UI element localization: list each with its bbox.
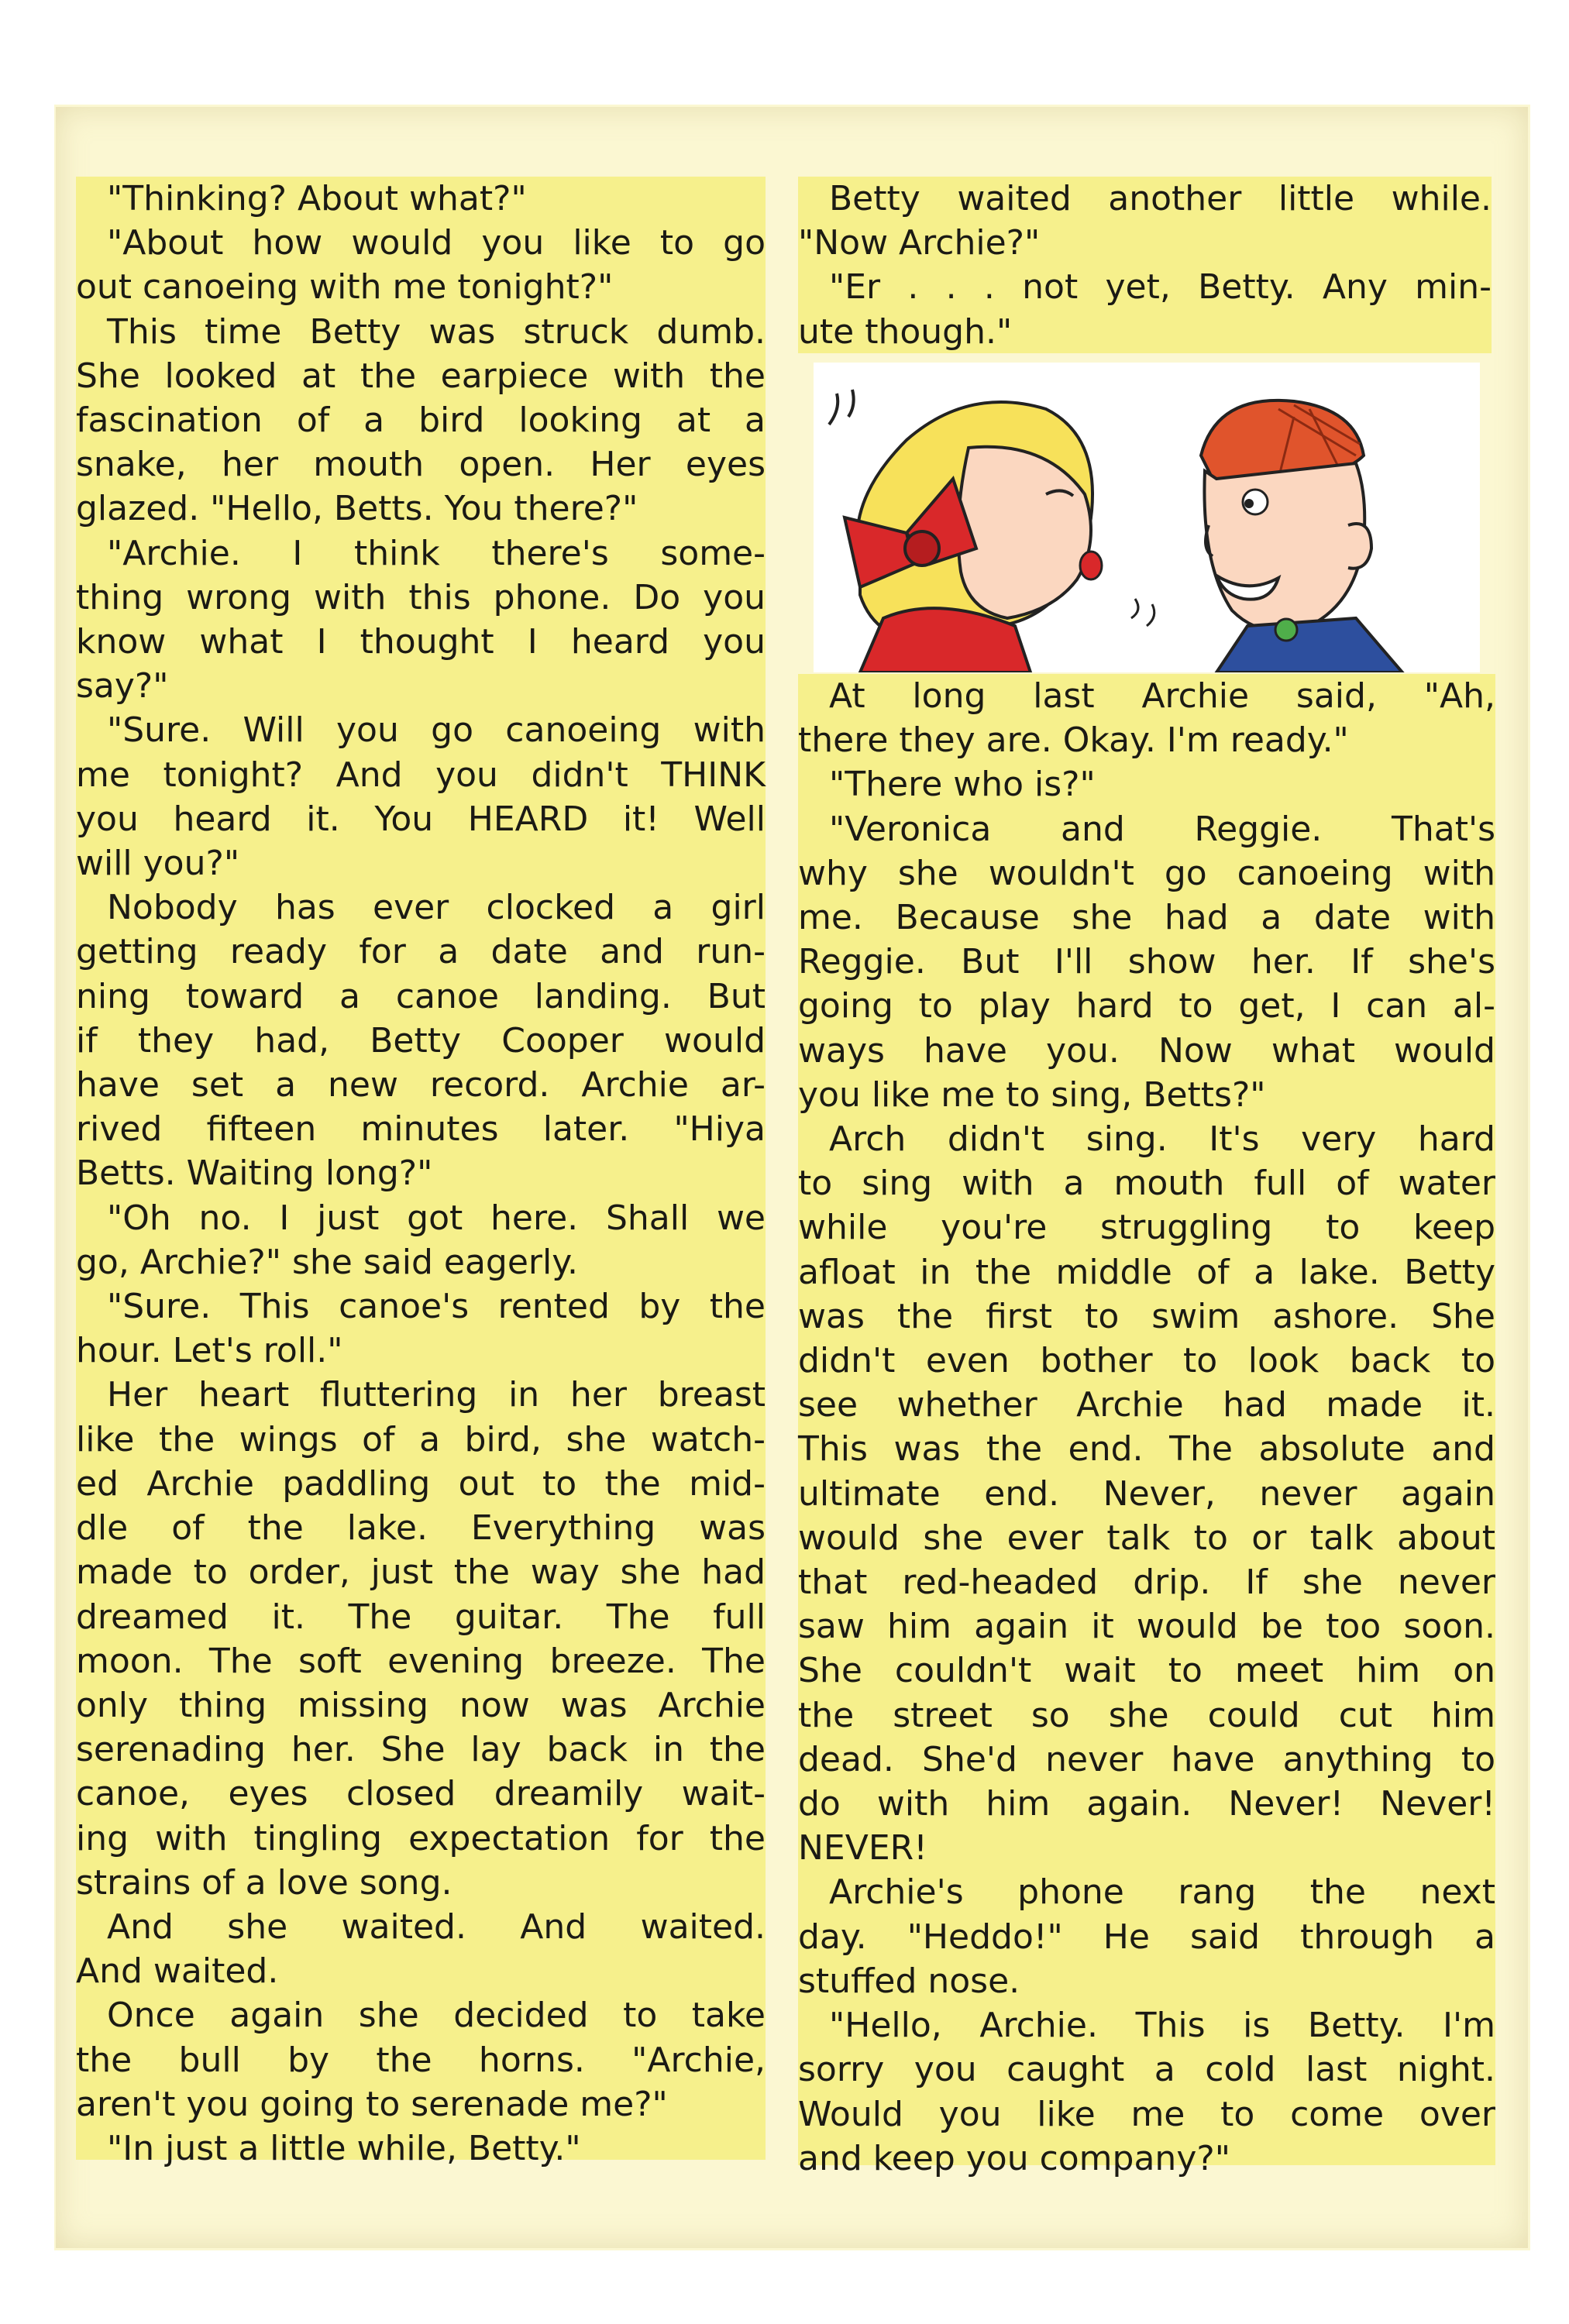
paragraph xyxy=(76,708,766,885)
text-line: Betts. Waiting long?" xyxy=(76,1153,433,1194)
text-line: dead. She'd never have anything to xyxy=(798,1739,1495,1779)
text-line: Arch didn't sing. It's very hard xyxy=(829,1119,1495,1160)
text-line: while you're struggling to keep xyxy=(798,1208,1495,1248)
paragraph xyxy=(798,1870,1495,2003)
text-line: you heard it. You HEARD it! Well xyxy=(76,799,766,839)
paragraph xyxy=(76,1196,766,1284)
paragraph xyxy=(76,221,766,309)
text-line: "Hello, Archie. This is Betty. I'm xyxy=(829,2006,1495,2046)
text-line: Archie's phone rang the next xyxy=(829,1872,1495,1913)
text-line: At long last Archie said, "Ah, xyxy=(829,676,1495,716)
left-text-column xyxy=(76,177,766,2168)
paragraph xyxy=(798,1117,1495,1870)
betty-figure xyxy=(829,390,1102,672)
text-line: stuffed nose. xyxy=(798,1961,1020,2001)
text-line: ed Archie paddling out to the mid- xyxy=(76,1463,766,1504)
text-line: She couldn't wait to meet him on xyxy=(798,1651,1495,1691)
text-line: say?" xyxy=(76,666,169,706)
text-line: "Oh no. I just got here. Shall we xyxy=(107,1198,766,1238)
text-line: ultimate end. Never, never again xyxy=(798,1473,1495,1514)
text-line: And she waited. And waited. xyxy=(107,1906,766,1947)
paragraph xyxy=(76,1993,766,2126)
text-line: ute though." xyxy=(798,311,1013,352)
text-line: aren't you going to serenade me?" xyxy=(76,2084,668,2124)
text-line: Would you like me to come over xyxy=(798,2094,1495,2134)
text-line: "Sure. Will you go canoeing with xyxy=(107,710,766,751)
text-line: hour. Let's roll." xyxy=(76,1331,343,1371)
paragraph xyxy=(76,2126,766,2171)
text-line: dle of the lake. Everything was xyxy=(76,1508,766,1549)
paragraph xyxy=(798,265,1492,353)
text-line: the bull by the horns. "Archie, xyxy=(76,2040,766,2080)
text-line: "Now Archie?" xyxy=(798,223,1041,263)
paragraph xyxy=(76,1373,766,1904)
text-line: NEVER! xyxy=(798,1828,927,1868)
text-line: made to order, just the way she had xyxy=(76,1552,766,1593)
text-line: would she ever talk to or talk about xyxy=(798,1518,1495,1558)
text-line: "There who is?" xyxy=(829,765,1096,805)
text-line: sorry you caught a cold last night. xyxy=(798,2050,1495,2090)
text-line: that red-headed drip. If she never xyxy=(798,1563,1495,1603)
text-line: thing wrong with this phone. Do you xyxy=(76,577,766,617)
text-line: know what I thought I heard you xyxy=(76,622,766,662)
text-line: "Thinking? About what?" xyxy=(107,179,527,218)
text-line: afloat in the middle of a lake. Betty xyxy=(798,1252,1495,1292)
text-line: glazed. "Hello, Betts. You there?" xyxy=(76,489,638,529)
text-line: dreamed it. The guitar. The full xyxy=(76,1597,766,1637)
archie-figure xyxy=(1201,401,1402,672)
paragraph xyxy=(76,177,766,221)
text-line: me. Because she had a date with xyxy=(798,898,1495,938)
text-line: canoe, eyes closed dreamily wait- xyxy=(76,1774,766,1814)
paragraph xyxy=(798,762,1495,806)
text-line: saw him again it would be too soon. xyxy=(798,1607,1495,1647)
text-line: Nobody has ever clocked a girl xyxy=(107,888,766,928)
paragraph xyxy=(798,674,1495,762)
text-line: serenading her. She lay back in the xyxy=(76,1730,766,1770)
paragraph xyxy=(76,1284,766,1373)
text-line: do with him again. Never! Never! xyxy=(798,1784,1495,1824)
paragraph xyxy=(76,1905,766,1993)
text-line: ways have you. Now what would xyxy=(798,1030,1495,1071)
right-top-text-column xyxy=(798,177,1492,353)
paragraph xyxy=(76,885,766,1195)
text-line: And waited. xyxy=(76,1951,279,1992)
text-line: "Veronica and Reggie. That's xyxy=(829,809,1495,849)
text-line: and keep you company?" xyxy=(798,2138,1230,2178)
paragraph xyxy=(798,2003,1495,2181)
text-line: ing with tingling expectation for the xyxy=(76,1818,766,1858)
text-line: the street so she could cut him xyxy=(798,1695,1495,1735)
text-line: She looked at the earpiece with the xyxy=(76,356,766,396)
text-line: Reggie. But I'll show her. If she's xyxy=(798,942,1495,982)
text-line: This time Betty was struck dumb. xyxy=(107,311,766,352)
text-line: "Archie. I think there's some- xyxy=(107,533,766,573)
text-line: "About how would you like to go xyxy=(107,223,766,263)
text-line: there they are. Okay. I'm ready." xyxy=(798,720,1349,761)
paragraph xyxy=(798,807,1495,1117)
paragraph xyxy=(798,177,1492,265)
text-line: fascination of a bird looking at a xyxy=(76,401,766,441)
text-line: "Sure. This canoe's rented by the xyxy=(107,1287,766,1327)
paragraph xyxy=(76,531,766,709)
text-line: Betty waited another little while. xyxy=(829,179,1492,218)
text-line: getting ready for a date and run- xyxy=(76,932,766,972)
text-line: will you?" xyxy=(76,844,240,884)
text-line: going to play hard to get, I can al- xyxy=(798,986,1495,1026)
text-line: go, Archie?" she said eagerly. xyxy=(76,1242,578,1282)
text-line: was the first to swim ashore. She xyxy=(798,1296,1495,1336)
betty-archie-illustration xyxy=(814,363,1480,672)
text-line: like the wings of a bird, she watch- xyxy=(76,1419,766,1459)
text-line: only thing missing now was Archie xyxy=(76,1685,766,1725)
text-line: out canoeing with me tonight?" xyxy=(76,267,614,308)
text-line: Her heart fluttering in her breast xyxy=(107,1375,766,1415)
text-line: moon. The soft evening breeze. The xyxy=(76,1641,766,1681)
text-line: why she wouldn't go canoeing with xyxy=(798,853,1495,893)
text-line: "Er . . . not yet, Betty. Any min- xyxy=(829,267,1492,308)
text-line: me tonight? And you didn't THINK xyxy=(76,755,766,795)
text-line: to sing with a mouth full of water xyxy=(798,1164,1495,1204)
text-line: you like me to sing, Betts?" xyxy=(798,1074,1266,1115)
text-line: This was the end. The absolute and xyxy=(798,1429,1495,1470)
text-line: see whether Archie had made it. xyxy=(798,1385,1495,1425)
text-line: "In just a little while, Betty." xyxy=(107,2128,581,2168)
text-line: day. "Heddo!" He said through a xyxy=(798,1917,1495,1957)
text-line: snake, her mouth open. Her eyes xyxy=(76,445,766,485)
text-line: rived fifteen minutes later. "Hiya xyxy=(76,1109,766,1150)
text-line: didn't even bother to look back to xyxy=(798,1341,1495,1381)
text-line: Once again she decided to take xyxy=(107,1996,766,2036)
text-line: if they had, Betty Cooper would xyxy=(76,1020,766,1061)
paragraph xyxy=(76,310,766,531)
text-line: have set a new record. Archie ar- xyxy=(76,1065,766,1105)
right-bottom-text-column xyxy=(798,674,1495,2178)
text-line: ning toward a canoe landing. But xyxy=(76,976,766,1016)
text-line: strains of a love song. xyxy=(76,1862,452,1903)
